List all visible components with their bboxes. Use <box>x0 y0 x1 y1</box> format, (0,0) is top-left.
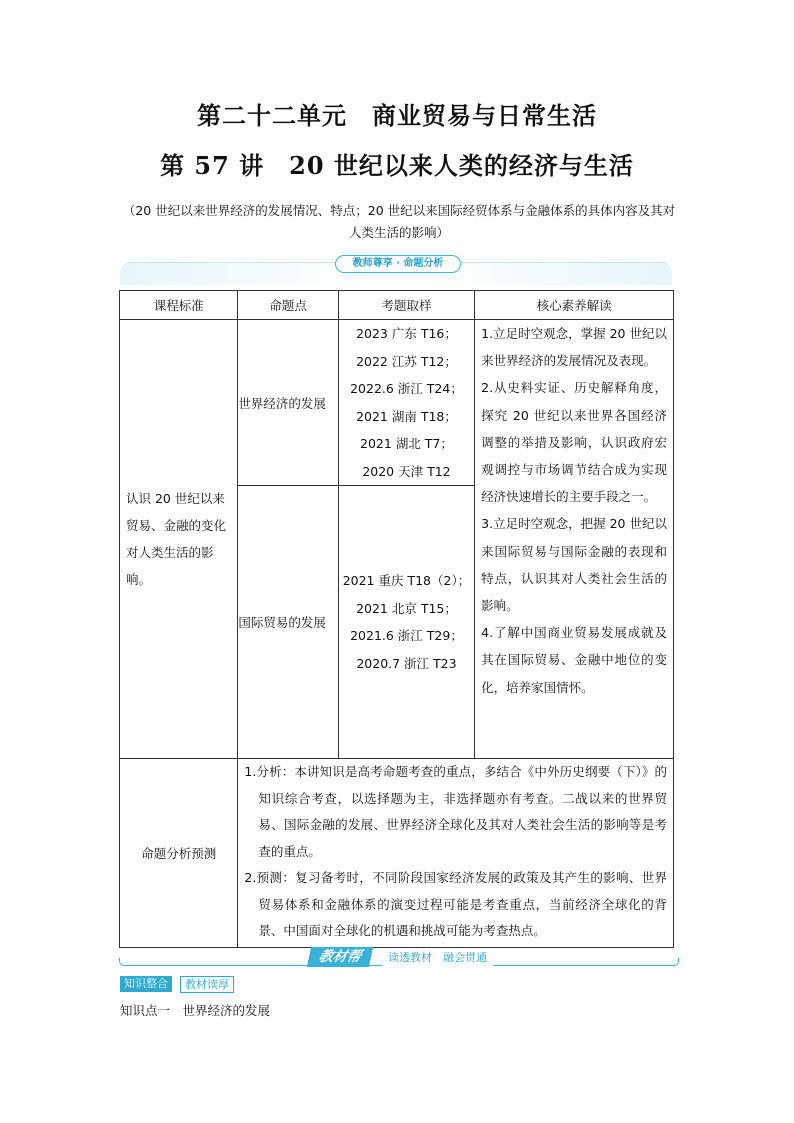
topic-international-trade: 国际贸易的发展 <box>238 486 338 759</box>
sample-item: 2023 广东 T16； <box>356 326 457 341</box>
header-standard: 课程标准 <box>120 291 238 320</box>
header-samples: 考题取样 <box>338 291 474 320</box>
sample-item: 2020.7 浙江 T23 <box>356 655 457 671</box>
sample-item: 2020 天津 T12 <box>362 463 451 479</box>
section-subtitle: 读透教材 融会贯通 <box>382 950 493 966</box>
topic-world-economy: 世界经济的发展 <box>238 320 338 486</box>
table-row <box>120 759 674 948</box>
sample-item: 2021 北京 T15； <box>356 600 457 616</box>
header-core-literacy: 核心素养解读 <box>475 291 674 320</box>
unit-title: 第二十二单元 商业贸易与日常生活 <box>197 101 597 130</box>
core-item: 3.立足时空观念，把握 20 世纪以来国际贸易与国际金融的表现和特点，认识其对人类社会生活的影响。 <box>481 516 667 614</box>
analysis-item: 2.预测：复习备考时，不同阶段国家经济发展的政策及其产生的影响、世界贸易体系和金融体系的演变过程可能是考查重点，当前经济全球化的背景、中国面对全球化的机遇和挑战可能为考查热点。 <box>244 870 667 938</box>
tag-knowledge-integration: 知识整合 <box>120 976 172 992</box>
samples-international-trade <box>338 486 474 759</box>
sample-item: 2022 江苏 T12； <box>356 353 457 369</box>
knowledge-point-heading: 知识点一 世界经济的发展 <box>120 1003 271 1018</box>
lecture-title: 第 57 讲 20 世纪以来人类的经济与生活 <box>160 151 634 180</box>
lecture-subtitle: （20 世纪以来世界经济的发展情况、特点；20 世纪以来国际经贸体系与金融体系的具体内容及其对人类生活的影响） <box>122 203 676 240</box>
course-standard: 认识 20 世纪以来贸易、金融的变化对人类生活的影响。 <box>120 320 238 759</box>
sample-item: 2021 湖北 T7； <box>360 436 453 451</box>
core-item: 2.从史料实证、历史解释角度，探究 20 世纪以来世界各国经济调整的举措及影响，认识政府宏观调控与市场调节结合成为实现经济快速增长的主要手段之一。 <box>481 380 667 505</box>
core-literacy <box>475 320 674 759</box>
sample-item: 2021 重庆 T18（2）； <box>342 573 471 588</box>
table-header-row <box>120 291 674 320</box>
sample-item: 2021 湖南 T18； <box>356 408 457 424</box>
core-item: 1.立足时空观念，掌握 20 世纪以来世界经济的发展情况及表现。 <box>481 326 667 369</box>
section-title: 教材帮 <box>307 947 373 967</box>
tag-textbook-reading: 教材读厚 <box>180 976 234 993</box>
header-topic: 命题点 <box>238 291 338 320</box>
core-item: 4.了解中国商业贸易发展成就及其在国际贸易、金融中地位的变化，培养家国情怀。 <box>481 625 667 695</box>
analysis-table <box>119 290 674 948</box>
analysis-item: 1.分析：本讲知识是高考命题考查的重点，多结合《中外历史纲要（下）》的知识综合考查，以选择题为主，非选择题亦有考查。二战以来的世界贸易、国际金融的发展、世界经济全球化及其对人类社会生活的影响等是考查的重点。 <box>244 764 667 859</box>
table-row <box>120 320 674 486</box>
analysis-label: 命题分析预测 <box>120 759 238 948</box>
sample-item: 2022.6 浙江 T24； <box>350 381 463 396</box>
samples-world-economy <box>338 320 474 486</box>
analysis-content <box>238 759 674 948</box>
teacher-banner-label: 教师尊享 · 命题分析 <box>335 255 461 273</box>
sample-item: 2021.6 浙江 T29； <box>350 628 463 643</box>
